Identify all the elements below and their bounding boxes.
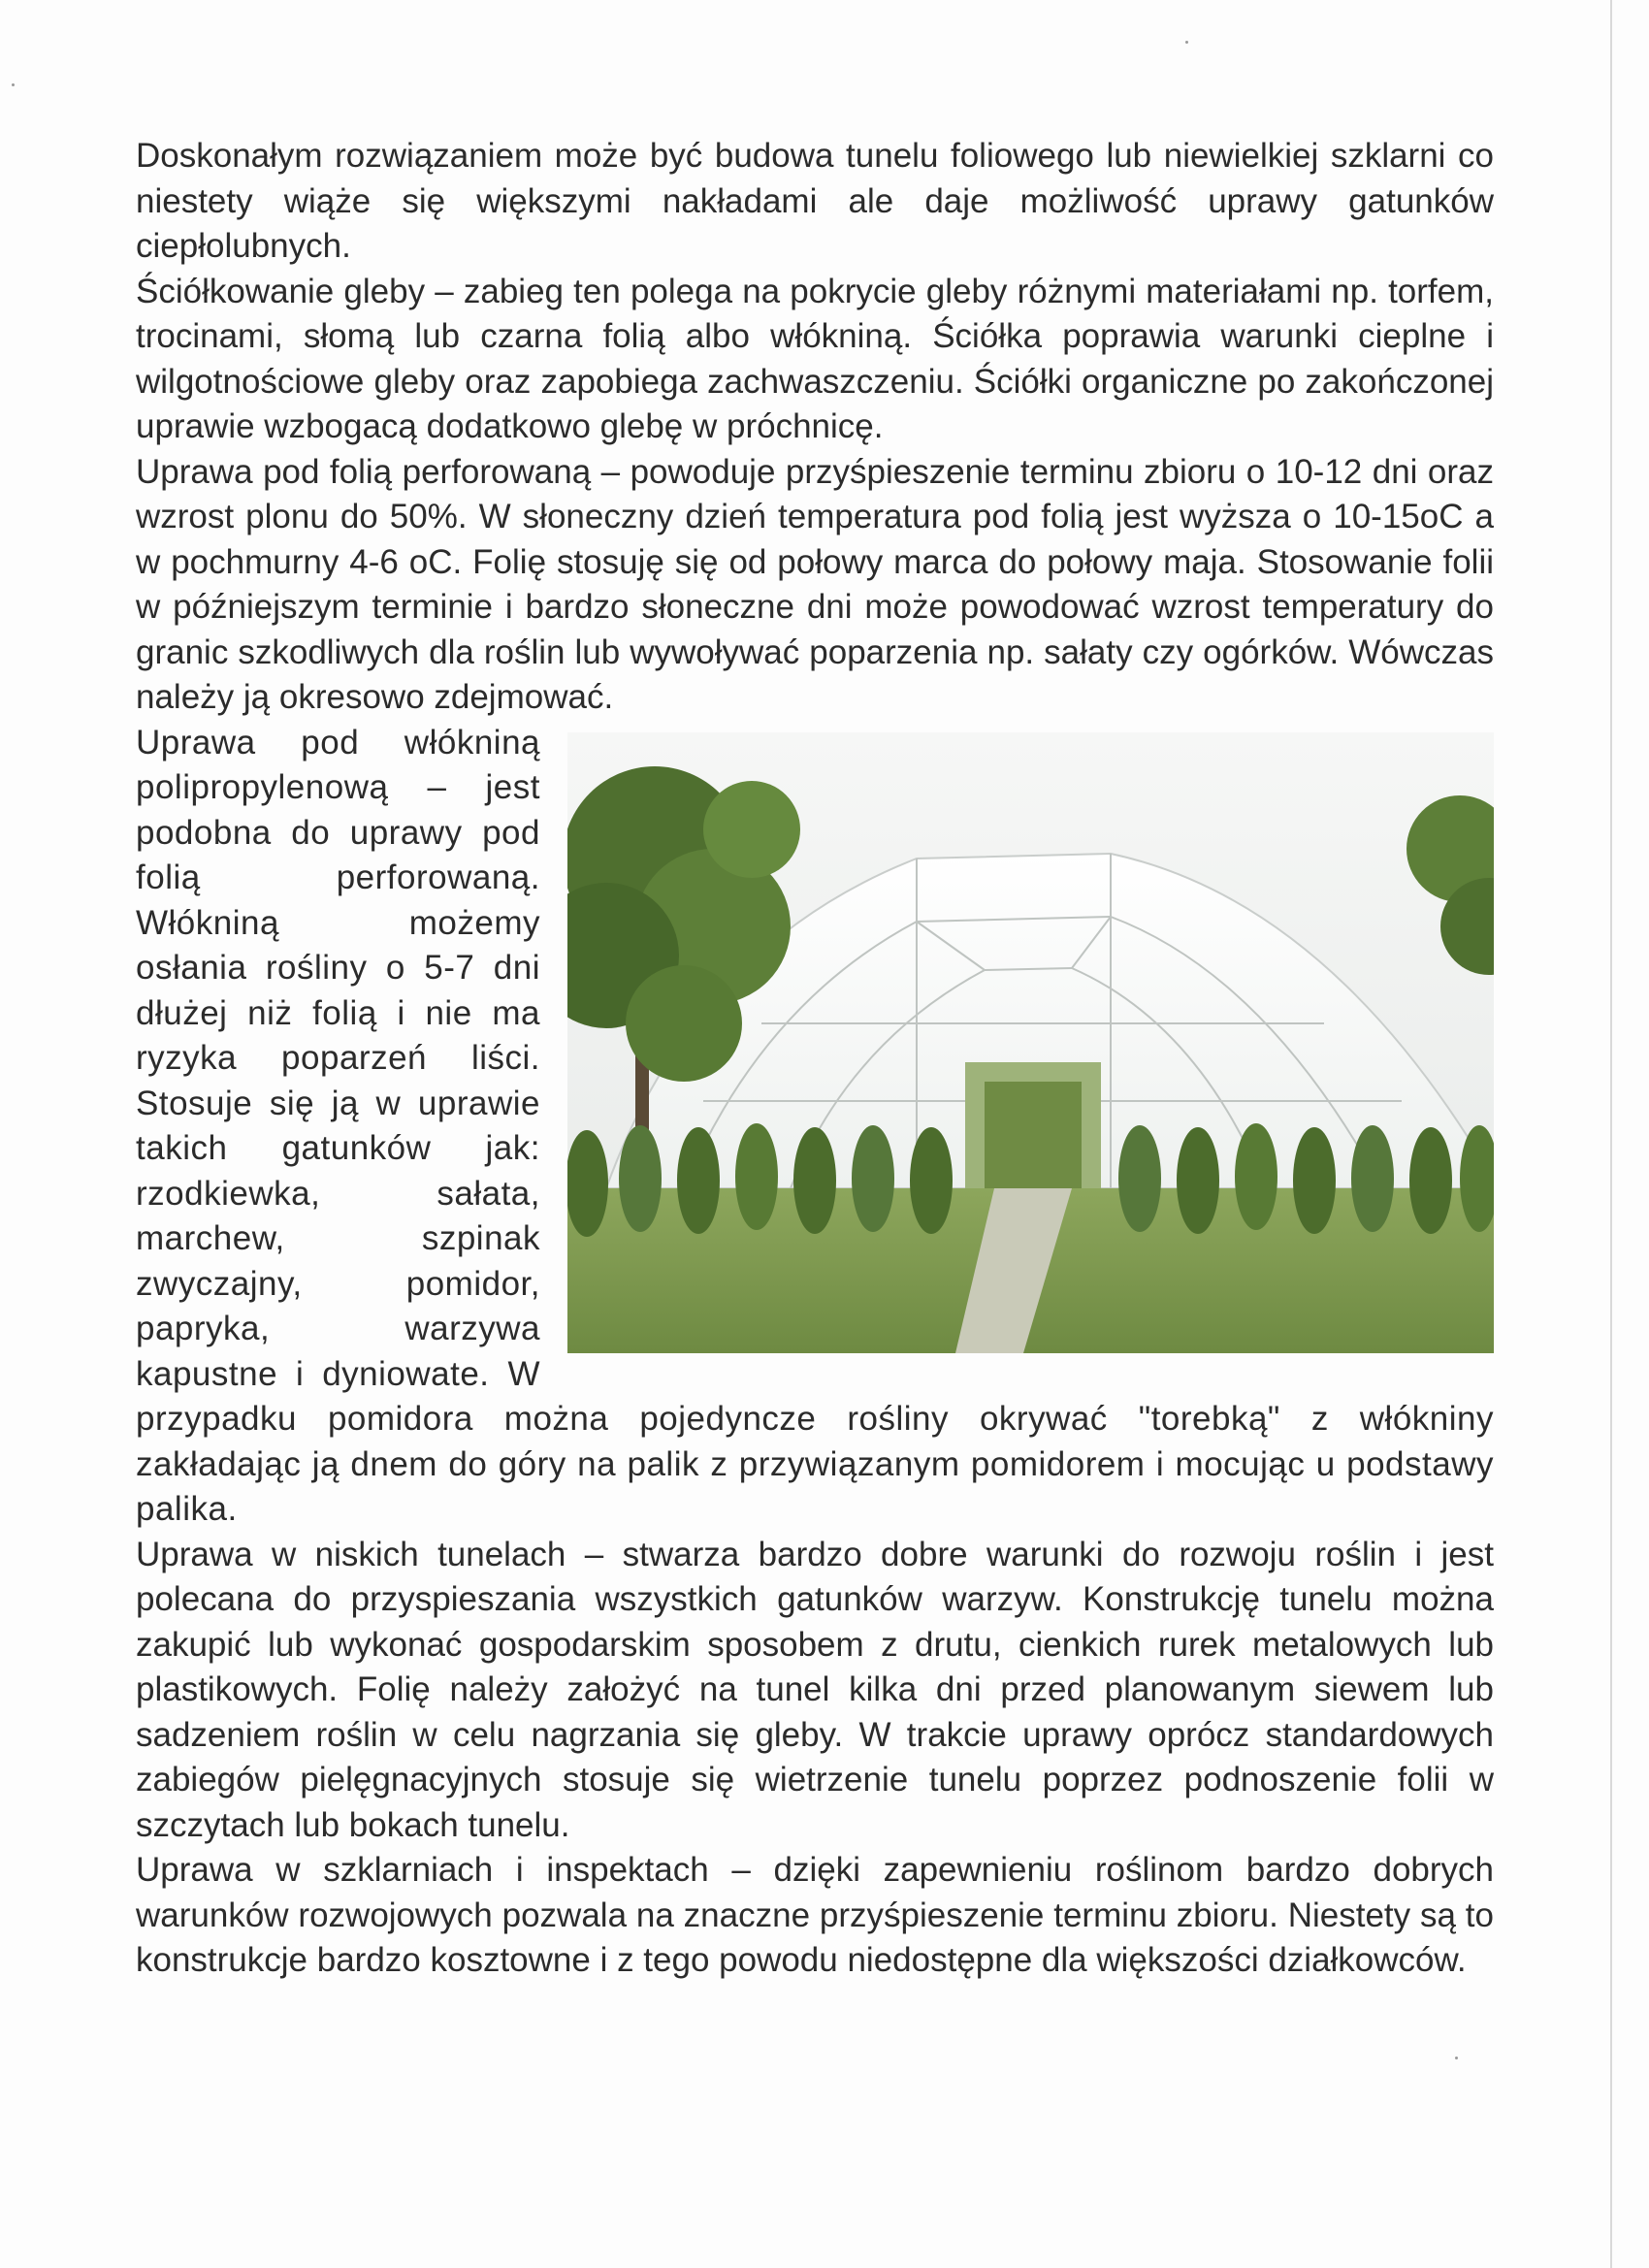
paragraph-tunnel-intro: Doskonałym rozwiązaniem może być budowa tunelu foliowego lub niewielkiej szklarni co niestety wiąże się większymi nakładami ale daje możliwość uprawy gatunków ciepłolubnych. <box>136 137 1494 265</box>
scan-speck <box>12 83 15 86</box>
paragraph-greenhouses: Uprawa w szklarniach i inspektach – dzięki zapewnieniu roślinom bardzo dobrych warunków rozwojowych pozwala na znaczne przyśpieszenie terminu zbioru. Niestety są to konstrukcje bardzo kosztowne i z tego powodu niedostępne dla większości działkowców. <box>136 1851 1494 1979</box>
article-body <box>136 134 1494 1984</box>
scan-speck <box>1455 2057 1458 2059</box>
paragraph-polypropylene-fleece: Uprawa pod włókniną polipropylenową – jest podobna do uprawy pod folią perforowaną. Włókniną możemy osłania rośliny o 5-7 dni dłużej niż folią i nie ma ryzyka poparzeń liści. Stosuje się ją w uprawie takich gatunków jak: rzodkiewka, sałata, marchew, szpinak zwyczajny, pomidor, papryka, warzywa kapustne i dyniowate. W przypadku pomidora można pojedyncze rośliny okrywać "torebką" z włókniny zakładając ją dnem do góry na palik z przywiązanym pomidorem i mocując u podstawy palika. <box>136 723 1494 1528</box>
paragraph-mulching: Ściółkowanie gleby – zabieg ten polega na pokrycie gleby różnymi materiałami np. torfem, trocinami, słomą lub czarna folią albo włókniną. Ściółka poprawia warunki cieplne i wilgotnościowe gleby oraz zapobiega zachwaszczeniu. Ściółki organiczne po zakończonej uprawie wzbogacą dodatkowo glebę w próchnicę. <box>136 272 1494 445</box>
greenhouse-illustration <box>567 732 1494 1353</box>
scan-speck <box>1185 41 1188 44</box>
inner-plants <box>985 1082 1082 1188</box>
paragraph-low-tunnels: Uprawa w niskich tunelach – stwarza bardzo dobre warunki do rozwoju roślin i jest polecana do przyspieszania wszystkich gatunków warzyw. Konstrukcję tunelu można zakupić lub wykonać gospodarskim sposobem z drutu, cienkich rurek metalowych lub plastikowych. Folię należy założyć na tunel kilka dni przed planowanym siewem lub sadzeniem roślin w celu nagrzania się gleby. W trakcie uprawy oprócz standardowych zabiegów pielęgnacyjnych stosuje się wietrzenie tunelu poprzez podnoszenie folii w szczytach lub bokach tunelu. <box>136 1535 1494 1844</box>
paragraph-perforated-foil: Uprawa pod folią perforowaną – powoduje przyśpieszenie terminu zbioru o 10-12 dni oraz wzrost plonu do 50%. W słoneczny dzień temperatura pod folią jest wyższa o 10-15oC a w pochmurny 4-6 oC. Folię stosuję się od połowy marca do połowy maja. Stosowanie folii w późniejszym terminie i bardzo słoneczne dni może powodować wzrost temperatury do granic szkodliwych dla roślin lub wywoływać poparzenia np. sałaty czy ogórków. Wówczas należy ją okresowo zdejmować. <box>136 452 1494 716</box>
scan-edge-line <box>1610 0 1612 2268</box>
greenhouse-photo <box>567 732 1494 1353</box>
